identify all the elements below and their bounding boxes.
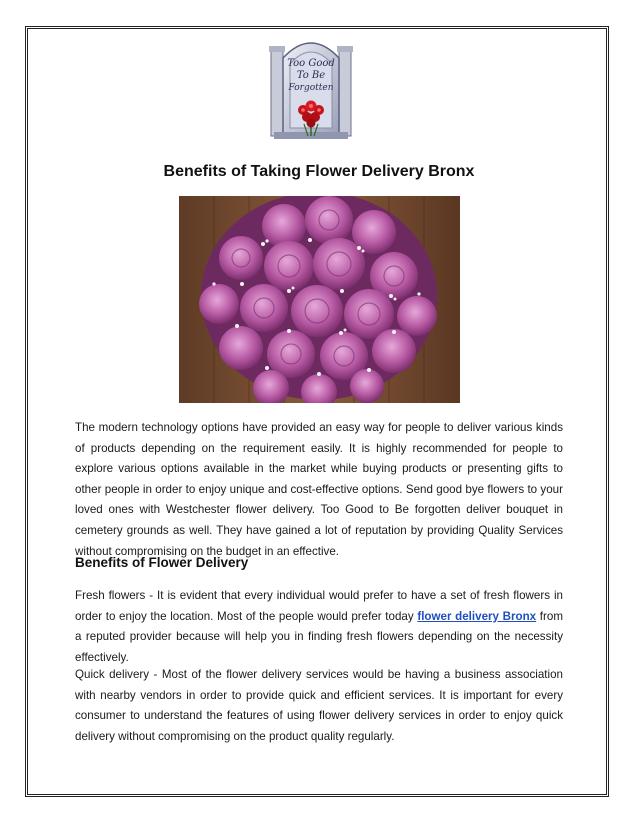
flower-delivery-bronx-link[interactable]: flower delivery Bronx (417, 609, 537, 623)
rose-bouquet-photo (179, 196, 460, 403)
fresh-flowers-paragraph (75, 586, 563, 668)
fresh-flowers-text-before: Fresh flowers - It is evident that every individual would prefer to have a set of fresh flowers in order to enjoy the location. Most of the people would prefer today (75, 589, 563, 623)
logo-text-line3: Forgotten (288, 83, 334, 93)
logo-text-line2: To Be (296, 70, 326, 81)
quick-delivery-paragraph: Quick delivery - Most of the flower delivery services would be having a business association with nearby vendors in order to provide quick and efficient services. It is important for every consumer to understand the features of using flower delivery services in order to enjoy quick delivery without compromising on the product quality regularly. (75, 668, 563, 743)
intro-paragraph: The modern technology options have provided an easy way for people to deliver various kinds of products depending on the requirement easily. It is highly recommended for people to explore various options available in the market while buying products or presenting gifts to other people in order to enjoy unique and cost-effective options. Send good bye flowers to your loved ones with Westchester flower delivery. Too Good to Be forgotten deliver bouquet in cemetery grounds as well. They have gained a lot of reputation by providing Quality Services without compromising on the budget in an effective. (75, 421, 563, 558)
logo-text-line1: Too Good (287, 58, 335, 69)
page-title: Benefits of Taking Flower Delivery Bronx (163, 163, 475, 180)
headstone-logo (268, 28, 354, 140)
section-heading: Benefits of Flower Delivery (75, 555, 249, 570)
fresh-flowers-text-after: from a reputed provider because will help you in finding fresh flowers depending on the necessity effectively. (75, 609, 563, 664)
